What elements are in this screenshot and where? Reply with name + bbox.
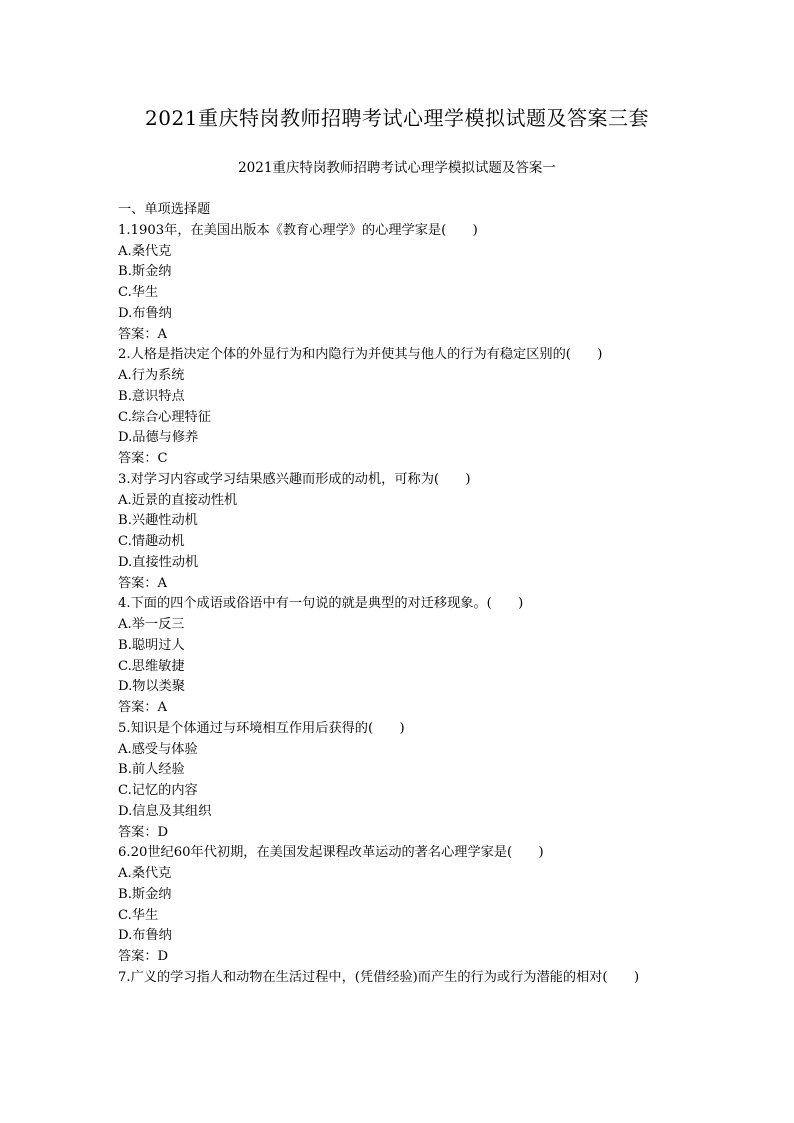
question-option: A.行为系统 [118, 368, 185, 383]
question-option: A.感受与体验 [118, 741, 198, 757]
question-answer: 答案：C [118, 451, 168, 466]
question-option: C.情趣动机 [118, 534, 185, 549]
question-option: D.物以类聚 [118, 679, 186, 695]
question-answer: 答案：D [118, 949, 169, 964]
question-stem: 5.知识是个体通过与环境相互作用后获得的( ) [118, 720, 405, 736]
question-list [118, 200, 718, 989]
question-option: B.前人经验 [118, 762, 185, 778]
question-answer: 答案：A [118, 326, 168, 342]
question-option: A.近景的直接动性机 [118, 492, 238, 508]
question-option: B.聪明过人 [118, 637, 185, 653]
question-stem: 6.20世纪60年代初期，在美国发起课程改革运动的著名心理学家是( ) [118, 845, 544, 861]
section-heading: 一、单项选择题 [118, 202, 211, 217]
question-stem: 7.广义的学习指人和动物在生活过程中，(凭借经验)而产生的行为或行为潜能的相对( ) [118, 969, 640, 985]
question-answer: 答案：D [118, 824, 169, 840]
question-option: A.桑代克 [118, 866, 172, 881]
question-option: B.意识特点 [118, 388, 185, 404]
question-answer: 答案：A [118, 575, 168, 591]
question-option: C.综合心理特征 [118, 409, 211, 425]
question-stem: 1.1903年，在美国出版本《教育心理学》的心理学家是( ) [118, 222, 478, 238]
question-option: C.思维敏捷 [118, 658, 185, 674]
question-answer: 答案：A [118, 700, 168, 715]
question-option: C.华生 [118, 285, 159, 300]
question-stem: 4.下面的四个成语或俗语中有一句说的就是典型的对迁移现象。( ) [118, 596, 524, 612]
question-option: C.记忆的内容 [118, 783, 198, 798]
question-option: D.布鲁纳 [118, 928, 172, 944]
question-option: D.信息及其组织 [118, 803, 212, 819]
question-option: D.直接性动机 [118, 554, 199, 570]
question-option: B.斯金纳 [118, 886, 172, 902]
question-stem: 2.人格是指决定个体的外显行为和内隐行为并使其与他人的行为有稳定区别的( ) [118, 347, 603, 363]
question-option: A.举一反三 [118, 617, 185, 632]
question-option: D.品德与修养 [118, 430, 199, 446]
question-stem: 3.对学习内容或学习结果感兴趣而形成的动机，可称为( ) [118, 471, 471, 487]
question-option: D.布鲁纳 [118, 305, 172, 321]
question-option: A.桑代克 [118, 243, 172, 259]
question-option: C.华生 [118, 907, 159, 923]
question-option: B.斯金纳 [118, 264, 172, 280]
document-title: 2021重庆特岗教师招聘考试心理学模拟试题及答案三套 [145, 106, 649, 130]
question-option: B.兴趣性动机 [118, 513, 198, 529]
document-subtitle: 2021重庆特岗教师招聘考试心理学模拟试题及答案一 [238, 160, 556, 176]
